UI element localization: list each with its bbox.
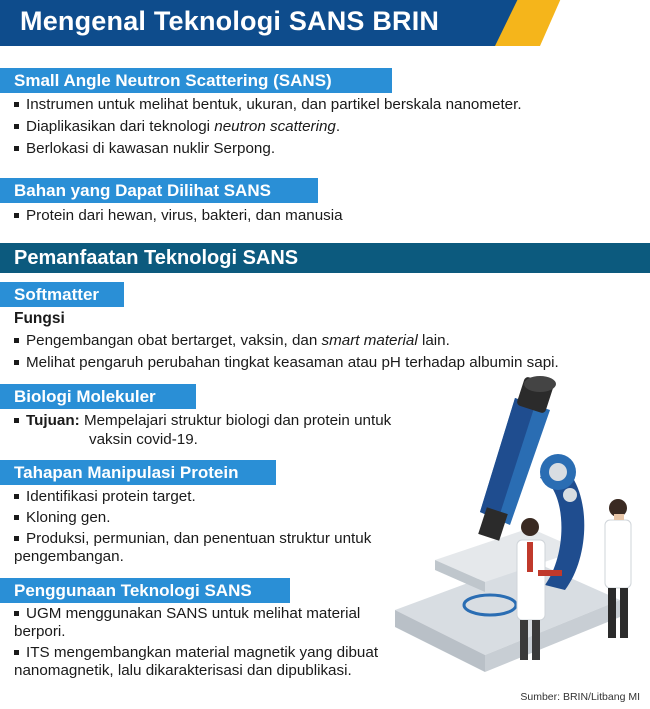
list-item-continuation: nanomagnetik, lalu dikarakterisasi dan dipublikasi. bbox=[14, 662, 352, 679]
bullet-icon bbox=[14, 515, 19, 520]
list-item: Melihat pengaruh perubahan tingkat keasaman atau pH terhadap albumin sapi. bbox=[14, 353, 559, 373]
list-item: Kloning gen. bbox=[14, 508, 110, 528]
bullet-icon bbox=[14, 611, 19, 616]
tahapan-heading: Tahapan Manipulasi Protein bbox=[0, 460, 276, 485]
bullet-icon bbox=[14, 338, 19, 343]
bullet-icon bbox=[14, 124, 19, 129]
list-item: Identifikasi protein target. bbox=[14, 487, 196, 507]
list-item: Instrumen untuk melihat bentuk, ukuran, dan partikel berskala nanometer. bbox=[14, 95, 522, 115]
bullet-icon bbox=[14, 650, 19, 655]
bullet-icon bbox=[14, 213, 19, 218]
microscope-with-scientists-illustration bbox=[380, 360, 645, 685]
list-item: Produksi, permunian, dan penentuan struktur untuk bbox=[14, 529, 371, 549]
fungsi-label: Fungsi bbox=[14, 310, 65, 327]
list-item: Protein dari hewan, virus, bakteri, dan manusia bbox=[14, 206, 343, 226]
list-item: Diaplikasikan dari teknologi neutron scattering. bbox=[14, 117, 340, 137]
list-item: UGM menggunakan SANS untuk melihat material bbox=[14, 604, 360, 624]
biologi-heading: Biologi Molekuler bbox=[0, 384, 196, 409]
bullet-icon bbox=[14, 102, 19, 107]
page-title: Mengenal Teknologi SANS BRIN bbox=[20, 6, 440, 36]
bullet-icon bbox=[14, 418, 19, 423]
bullet-icon bbox=[14, 536, 19, 541]
bullet-icon bbox=[14, 146, 19, 151]
list-item-continuation: pengembangan. bbox=[14, 548, 124, 565]
list-item: Tujuan: Mempelajari struktur biologi dan protein untuk bbox=[14, 411, 391, 431]
pemanfaatan-heading: Pemanfaatan Teknologi SANS bbox=[0, 243, 650, 273]
sans-heading: Small Angle Neutron Scattering (SANS) bbox=[0, 68, 392, 93]
bullet-icon bbox=[14, 494, 19, 499]
list-item: Berlokasi di kawasan nuklir Serpong. bbox=[14, 139, 275, 159]
list-item: ITS mengembangkan material magnetik yang dibuat bbox=[14, 643, 378, 663]
penggunaan-heading: Penggunaan Teknologi SANS bbox=[0, 578, 290, 603]
softmatter-heading: Softmatter bbox=[0, 282, 124, 307]
title-bar bbox=[0, 0, 560, 46]
list-item-continuation: berpori. bbox=[14, 623, 66, 640]
list-item-continuation: vaksin covid-19. bbox=[89, 431, 198, 448]
bahan-heading: Bahan yang Dapat Dilihat SANS bbox=[0, 178, 318, 203]
bullet-icon bbox=[14, 360, 19, 365]
source-credit: Sumber: BRIN/Litbang MI bbox=[520, 691, 640, 703]
list-item: Pengembangan obat bertarget, vaksin, dan smart material lain. bbox=[14, 331, 450, 351]
